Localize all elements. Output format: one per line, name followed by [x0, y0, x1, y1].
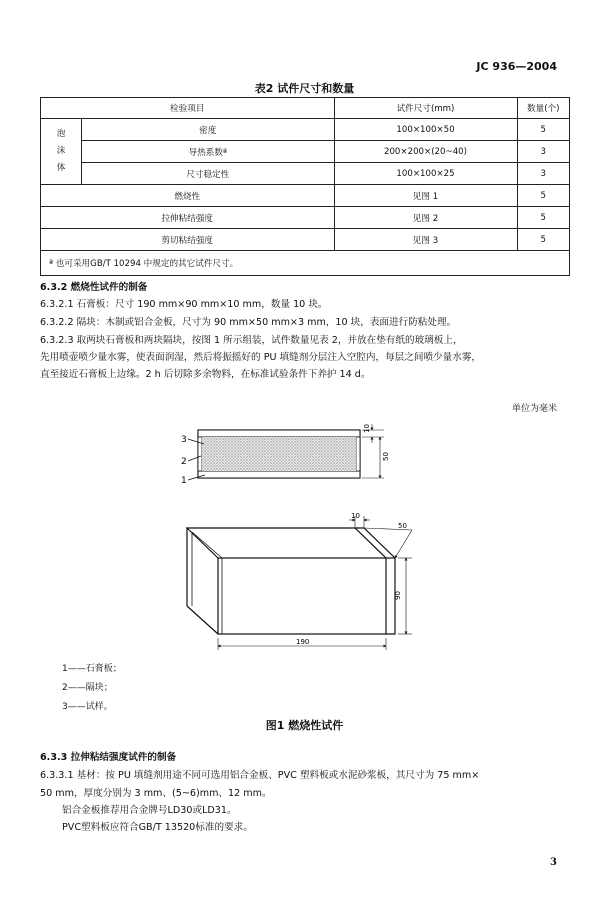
spacer-right [356, 437, 360, 471]
table-footnote-row [41, 251, 570, 276]
legend-item-3: 3——试样。 [62, 702, 113, 712]
perspective-view [187, 528, 395, 634]
cell-size: 200×200×(20~40) [334, 141, 517, 163]
legend-item-2: 2——隔块； [62, 683, 113, 693]
paragraph-6-3-3-1-line2: 50 mm，厚度分别为 3 mm、(5~6)mm、12 mm。 [40, 788, 272, 799]
col-header-qty: 数量(个) [517, 98, 570, 119]
gypsum-board-top [198, 430, 360, 437]
left-bottom-edge [187, 606, 218, 634]
figure-caption: 图1 燃烧性试件 [265, 719, 344, 732]
dim-50-plan: 50 [382, 452, 390, 461]
label-2: 2 [181, 457, 187, 467]
table-caption: 表2 试件尺寸和数量 [254, 82, 355, 95]
section-heading-6-3-2: 6.3.2 燃烧性试件的制备 [40, 282, 148, 293]
sample-fill [202, 437, 356, 471]
cell-item: 尺寸稳定性 [82, 163, 335, 185]
cell-item: 密度 [82, 119, 335, 141]
front-face [218, 558, 386, 634]
cell-size: 见图 2 [334, 207, 517, 229]
dim-10-plan: 10 [363, 424, 371, 433]
gypsum-board-bottom [198, 471, 360, 478]
cell-item: 导热系数ª [82, 141, 335, 163]
paragraph-6-3-2-3-line1: 6.3.2.3 取两块石膏板和两块隔块，按图 1 所示组装，试件数量见表 2，并放在垫有纸的玻璃板上， [40, 335, 463, 346]
cell-item: 拉伸粘结强度 [41, 207, 335, 229]
cell-size: 见图 3 [334, 229, 517, 251]
paragraph-alloy: 铝合金板推荐用合金牌号LD30或LD31。 [62, 805, 237, 816]
group-label-foam: 泡 沫 体 [41, 119, 82, 185]
unit-note: 单位为毫米 [511, 404, 557, 414]
plan-view [181, 424, 390, 486]
dim-50-perspective: 50 [398, 522, 407, 530]
cell-qty: 5 [517, 119, 570, 141]
table-row [41, 207, 570, 229]
paragraph-pvc: PVC塑料板应符合GB/T 13520标准的要求。 [62, 822, 253, 833]
section-heading-6-3-3: 6.3.3 拉伸粘结强度试件的制备 [40, 752, 177, 763]
table-row [41, 185, 570, 207]
cell-qty: 3 [517, 141, 570, 163]
table-footnote: ª 也可采用GB/T 10294 中规定的其它试件尺寸。 [41, 251, 570, 276]
col-header-size: 试件尺寸(mm) [334, 98, 517, 119]
cell-size: 见图 1 [334, 185, 517, 207]
paragraph-6-3-2-2: 6.3.2.2 隔块：木制或铝合金板，尺寸为 90 mm×50 mm×3 mm，10 块，表面进行防粘处理。 [40, 317, 457, 328]
cell-qty: 5 [517, 229, 570, 251]
paragraph-6-3-2-3-line3: 直至接近石膏板上边缘。2 h 后切除多余物料，在标准试验条件下养护 14 d。 [40, 369, 371, 380]
table-row [41, 141, 570, 163]
cell-item: 燃烧性 [41, 185, 335, 207]
paragraph-6-3-2-3-line2: 先用喷壶喷少量水雾，使表面润湿，然后将振摇好的 PU 填缝剂分层注入空腔内，每层之间喷少量水雾， [40, 352, 482, 363]
figure-1-drawing [0, 420, 609, 650]
specimen-table [40, 97, 570, 276]
paragraph-6-3-3-1-line1: 6.3.3.1 基材：按 PU 填缝剂用途不同可选用铝合金板、PVC 塑料板或水泥砂浆板，其尺寸为 75 mm× [40, 770, 480, 781]
legend-item-1: 1——石膏板； [62, 664, 122, 674]
cell-item: 剪切粘结强度 [41, 229, 335, 251]
table-row [41, 119, 570, 141]
table-row [41, 163, 570, 185]
cell-qty: 5 [517, 207, 570, 229]
cell-qty: 3 [517, 163, 570, 185]
table-row [41, 229, 570, 251]
dim-190: 190 [296, 638, 310, 646]
label-1: 1 [181, 476, 187, 486]
page-number: 3 [550, 857, 557, 868]
cell-qty: 5 [517, 185, 570, 207]
col-header-item: 检验项目 [41, 98, 335, 119]
dim-10-perspective: 10 [351, 512, 360, 520]
cell-size: 100×100×25 [334, 163, 517, 185]
cell-size: 100×100×50 [334, 119, 517, 141]
dim-90: 90 [394, 591, 402, 600]
table-header-row [41, 98, 570, 119]
standard-code: JC 936—2004 [476, 60, 557, 73]
paragraph-6-3-2-1: 6.3.2.1 石膏板：尺寸 190 mm×90 mm×10 mm，数量 10 块。 [40, 299, 328, 310]
label-3: 3 [181, 435, 187, 445]
